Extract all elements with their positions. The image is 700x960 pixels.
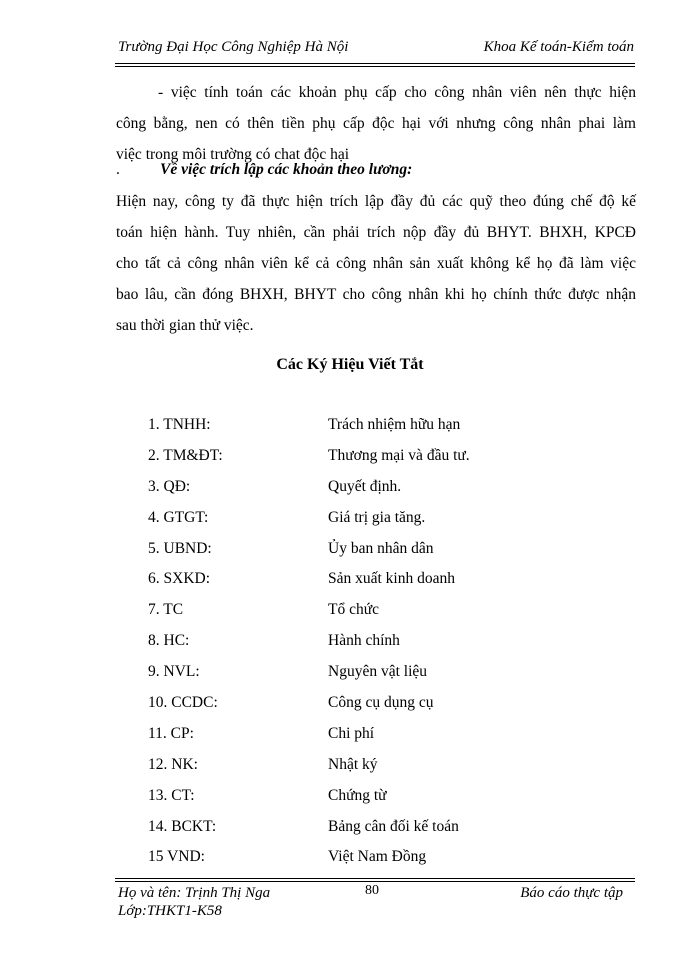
header-rule-inner	[115, 66, 635, 67]
abbreviation-term: 8. HC:	[148, 632, 190, 650]
abbreviation-term: 1. TNHH:	[148, 416, 211, 433]
abbreviation-meaning: Công cụ dụng cụ	[328, 694, 434, 712]
abbreviation-term: 11. CP:	[148, 724, 194, 742]
abbreviations-title: Các Ký Hiệu Viết Tắt	[276, 356, 424, 373]
paragraph-allowance	[116, 77, 636, 170]
abbreviation-term: 13. CT:	[148, 786, 195, 804]
abbreviation-term: 14. BCKT:	[148, 817, 217, 835]
paragraph-line: Hiện nay, công ty đã thực hiện trích lập đầy đủ các quỹ theo đúng chế độ kế	[116, 193, 636, 210]
list-item	[148, 478, 628, 509]
list-item	[148, 818, 628, 849]
heading-text: Về việc trích lập các khoản theo lương:	[160, 161, 413, 178]
abbreviation-term: 2. TM&ĐT:	[148, 446, 223, 464]
list-item	[148, 570, 628, 601]
abbreviation-meaning: Quyết định.	[328, 477, 402, 495]
abbreviation-term: 5. UBND:	[148, 539, 212, 557]
abbreviation-meaning: Hành chính	[328, 632, 400, 650]
paragraph-line: toán hiện hành. Tuy nhiên, cần phải trích nộp đầy đủ BHYT. BHXH, KPCĐ	[116, 224, 636, 241]
abbreviation-term: 3. QĐ:	[148, 477, 191, 495]
footer-rule-inner	[115, 881, 635, 882]
abbreviation-meaning: Sản xuất kinh doanh	[328, 570, 455, 588]
paragraph-insurance	[116, 186, 636, 341]
abbreviation-meaning: Ủy ban nhân dân	[328, 539, 434, 557]
student-class: Lớp:THKT1-K58	[118, 903, 222, 919]
abbreviation-meaning: Giá trị gia tăng.	[328, 508, 426, 526]
paragraph-line: - việc tính toán các khoản phụ cấp cho công nhân viên nên thực hiện	[158, 84, 636, 101]
list-item	[148, 848, 628, 879]
abbreviation-term: 15 VND:	[148, 848, 205, 866]
abbreviation-meaning: Trách nhiệm hữu hạn	[328, 416, 461, 433]
paragraph-line: cho tất cả công nhân viên kể cả công nhân sản xuất không kể họ đã làm việc	[116, 255, 636, 272]
list-item	[148, 509, 628, 540]
page-header	[118, 39, 634, 61]
list-item	[148, 447, 628, 478]
abbreviation-term: 6. SXKD:	[148, 570, 211, 588]
abbreviation-meaning: Thương mại và đầu tư.	[328, 446, 470, 464]
list-item	[148, 601, 628, 632]
abbreviation-term: 10. CCDC:	[148, 694, 218, 712]
school-name: Trường Đại Học Công Nghiệp Hà Nội	[118, 39, 349, 55]
faculty-name: Khoa Kế toán-Kiểm toán	[483, 39, 634, 55]
page-number: 80	[365, 883, 379, 898]
list-item	[148, 663, 628, 694]
list-item	[148, 725, 628, 756]
abbreviation-meaning: Bảng cân đối kế toán	[328, 817, 459, 835]
paragraph-line: việc trong môi trường có chat độc hại	[116, 146, 350, 163]
list-item	[148, 694, 628, 725]
list-item	[148, 787, 628, 818]
paragraph-line: bao lâu, cần đóng BHXH, BHYT cho công nhân khi họ chính thức được nhận	[116, 286, 636, 303]
paragraph-line: công bằng, nen có thên tiền phụ cấp độc hại với nhưng công nhân phai làm	[116, 115, 636, 132]
abbreviation-meaning: Nhật ký	[328, 755, 378, 773]
abbreviations-list	[148, 416, 628, 879]
list-item	[148, 756, 628, 787]
list-item	[148, 632, 628, 663]
abbreviation-meaning: Tổ chức	[328, 601, 380, 619]
abbreviation-meaning: Chứng từ	[328, 786, 387, 804]
list-item	[148, 540, 628, 571]
abbreviation-term: 4. GTGT:	[148, 508, 209, 526]
abbreviation-meaning: Nguyên vật liệu	[328, 663, 428, 681]
header-rule	[115, 63, 635, 64]
section-heading	[116, 161, 412, 179]
heading-bullet: .	[116, 161, 120, 178]
abbreviation-term: 12. NK:	[148, 755, 198, 773]
abbreviation-term: 7. TC	[148, 601, 184, 619]
student-name: Họ và tên: Trịnh Thị Nga	[118, 885, 271, 901]
footer-rule	[115, 878, 635, 879]
abbreviation-meaning: Chi phí	[328, 724, 375, 742]
abbreviation-meaning: Việt Nam Đồng	[328, 848, 427, 866]
paragraph-line: sau thời gian thử việc.	[116, 317, 254, 334]
list-item	[148, 416, 628, 447]
report-label: Báo cáo thực tập	[520, 885, 623, 901]
abbreviation-term: 9. NVL:	[148, 663, 200, 681]
